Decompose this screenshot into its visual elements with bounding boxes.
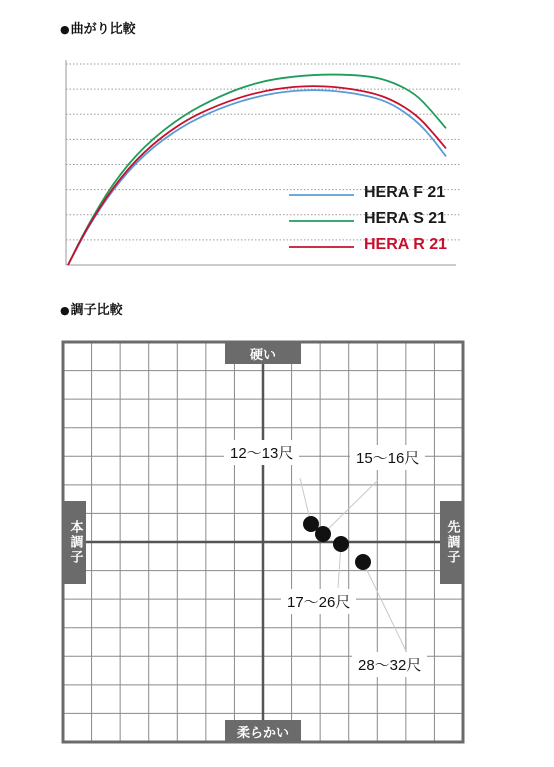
bullet-icon: ● — [60, 23, 70, 36]
callout-17-26: 17〜26尺 — [281, 589, 356, 614]
data-point-2 — [333, 536, 349, 552]
curve-comparison-title-text: 曲がり比較 — [70, 22, 136, 37]
data-point-1 — [315, 526, 331, 542]
bullet-icon: ● — [60, 304, 70, 317]
legend-label-f: HERA F 21 — [364, 184, 446, 201]
action-comparison-title-text: 調子比較 — [70, 303, 123, 318]
callout-15-16: 15〜16尺 — [350, 445, 425, 470]
data-point-3 — [355, 554, 371, 570]
legend-label-r: HERA R 21 — [364, 236, 447, 253]
callout-12-13: 12〜13尺 — [224, 440, 299, 465]
axis-label-right — [440, 501, 463, 584]
legend-label-s: HERA S 21 — [364, 210, 447, 227]
axis-label-left-text: 本調子 — [67, 520, 83, 565]
callout-28-32: 28〜32尺 — [352, 652, 427, 677]
leader-line-3 — [363, 562, 408, 655]
leader-line-1 — [323, 480, 378, 534]
axis-label-right-text: 先調子 — [444, 520, 460, 565]
axis-label-bottom: 柔らかい — [225, 720, 301, 742]
axis-label-left — [63, 501, 86, 584]
axis-label-top: 硬い — [225, 342, 301, 364]
